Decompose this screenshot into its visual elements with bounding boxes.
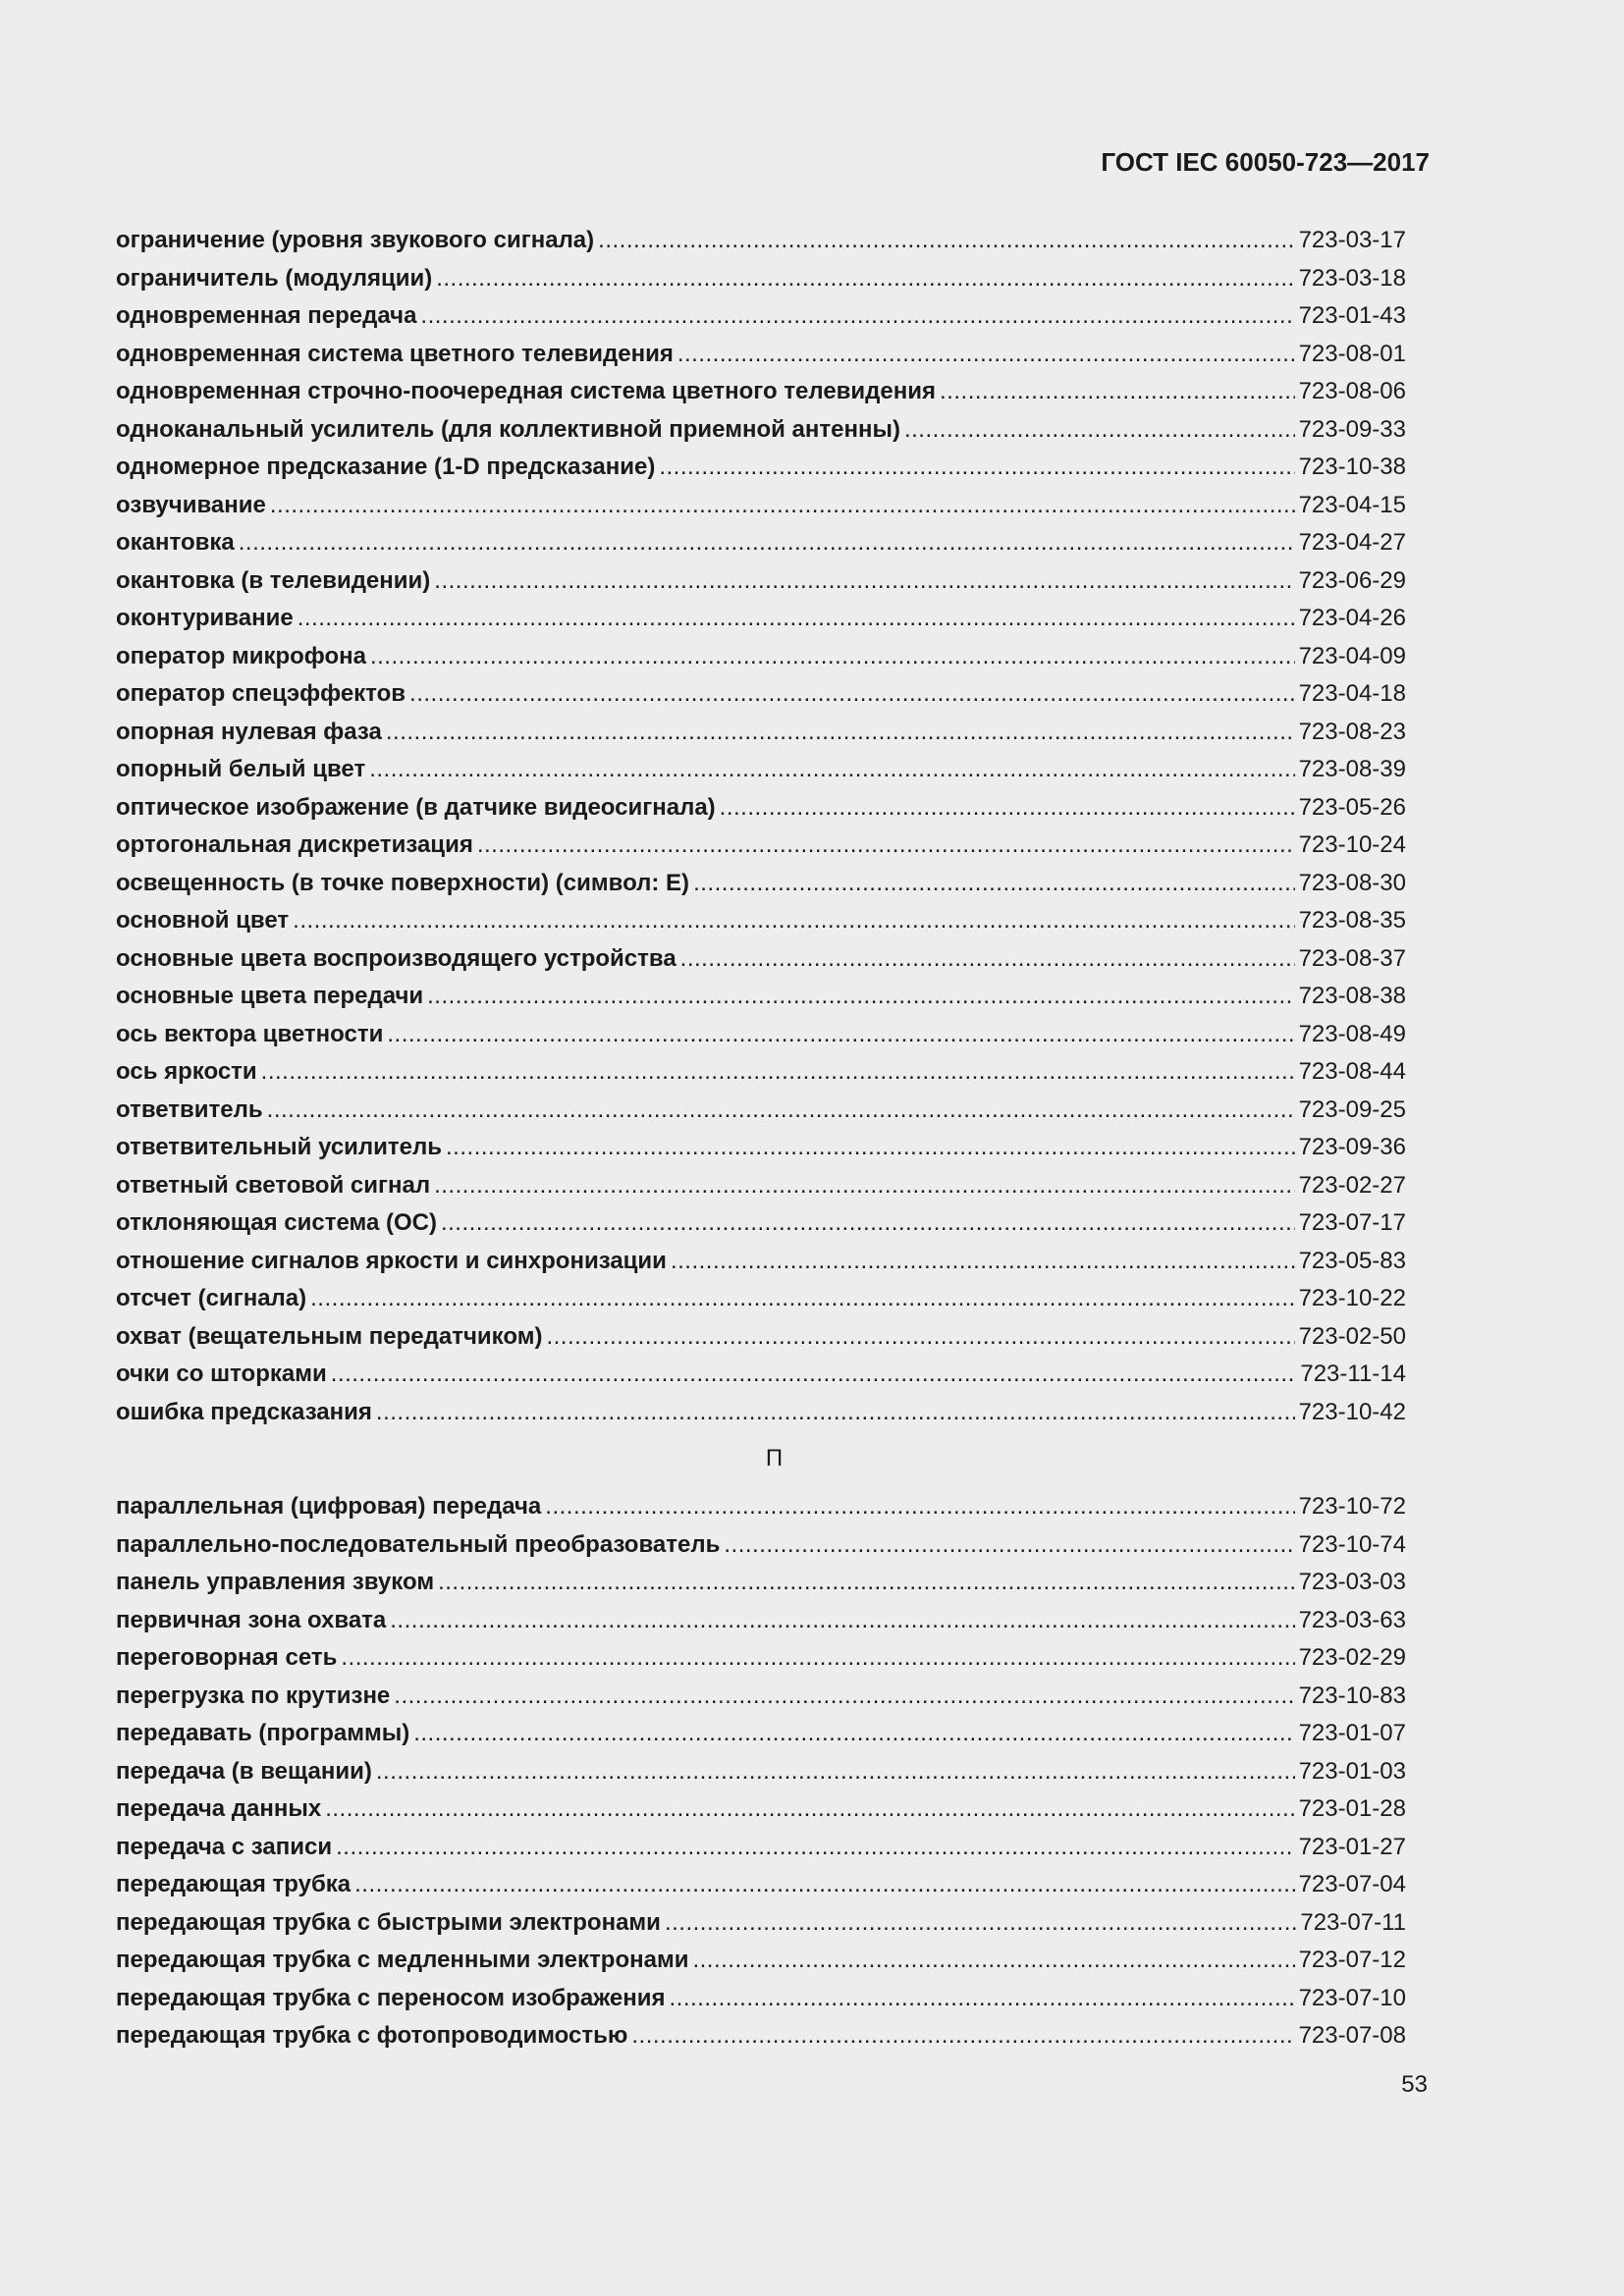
dot-leader xyxy=(438,1564,1295,1602)
dot-leader xyxy=(720,789,1295,828)
index-ref: 723-04-15 xyxy=(1298,491,1406,518)
index-term: параллельно-последовательный преобразователь xyxy=(116,1530,721,1558)
dot-leader xyxy=(671,1243,1295,1281)
index-entry xyxy=(116,1488,1406,1526)
index-ref: 723-01-28 xyxy=(1298,1795,1406,1822)
index-term: ответвительный усилитель xyxy=(116,1134,443,1160)
index-ref: 723-03-63 xyxy=(1298,1606,1406,1633)
dot-leader xyxy=(420,297,1294,336)
index-ref: 723-04-18 xyxy=(1298,680,1406,707)
index-ref: 723-01-03 xyxy=(1298,1757,1406,1785)
index-term: отношение сигналов яркости и синхронизации xyxy=(116,1247,667,1274)
dot-leader xyxy=(441,1204,1295,1243)
index-ref: 723-07-10 xyxy=(1298,1984,1406,2011)
dot-leader xyxy=(631,2017,1294,2056)
index-term: освещенность (в точке поверхности) (символ: E) xyxy=(116,869,690,896)
index-entry xyxy=(116,1129,1406,1167)
index-entry xyxy=(116,1904,1406,1943)
index-entry xyxy=(116,260,1406,298)
index-ref: 723-09-36 xyxy=(1298,1134,1406,1160)
index-entry xyxy=(116,1318,1406,1357)
index-term: озвучивание xyxy=(116,491,266,518)
index-term: основные цвета воспроизводящего устройства xyxy=(116,944,677,972)
index-ref: 723-03-18 xyxy=(1298,264,1406,292)
index-term: оператор спецэффектов xyxy=(116,680,406,707)
dot-leader xyxy=(386,714,1295,752)
index-ref: 723-07-12 xyxy=(1298,1947,1406,1973)
index-entry xyxy=(116,1394,1406,1432)
index-term: переговорная сеть xyxy=(116,1644,338,1671)
index-entry xyxy=(116,1678,1406,1716)
dot-leader xyxy=(692,1942,1294,1980)
index-term: опорный белый цвет xyxy=(116,756,366,782)
index-entry xyxy=(116,336,1406,374)
index-ref: 723-08-39 xyxy=(1298,756,1406,782)
index-ref: 723-04-26 xyxy=(1298,605,1406,631)
index-term: окантовка xyxy=(116,529,235,556)
index-entry xyxy=(116,297,1406,336)
index-ref: 723-03-03 xyxy=(1298,1569,1406,1595)
index-ref: 723-05-26 xyxy=(1298,793,1406,821)
dot-leader xyxy=(546,1318,1294,1357)
dot-leader xyxy=(904,411,1295,450)
index-term: первичная зона охвата xyxy=(116,1606,387,1633)
index-term: передача с записи xyxy=(116,1833,333,1860)
dot-leader xyxy=(434,562,1294,601)
index-term: одновременная передача xyxy=(116,302,417,329)
index-entry xyxy=(116,2017,1406,2056)
dot-leader xyxy=(665,1904,1296,1943)
page-number: 53 xyxy=(1401,2071,1428,2098)
index-ref: 723-02-27 xyxy=(1298,1171,1406,1199)
dot-leader xyxy=(409,675,1295,714)
index-ref: 723-08-37 xyxy=(1298,944,1406,972)
index-ref: 723-01-07 xyxy=(1298,1720,1406,1746)
index-ref: 723-08-38 xyxy=(1298,983,1406,1009)
index-entry xyxy=(116,1753,1406,1791)
index-ref: 723-07-11 xyxy=(1300,1908,1406,1936)
dot-leader xyxy=(341,1639,1294,1678)
dot-leader xyxy=(677,336,1295,374)
index-term: передающая трубка с быстрыми электронами xyxy=(116,1908,661,1936)
index-entry xyxy=(116,1715,1406,1753)
index-ref: 723-08-06 xyxy=(1298,378,1406,404)
index-ref: 723-03-17 xyxy=(1298,227,1406,253)
dot-leader xyxy=(325,1790,1294,1829)
index-ref: 723-09-33 xyxy=(1298,415,1406,443)
index-ref: 723-08-30 xyxy=(1298,869,1406,896)
dot-leader xyxy=(693,865,1295,903)
dot-leader xyxy=(545,1488,1294,1526)
index-ref: 723-02-29 xyxy=(1298,1644,1406,1671)
index-ref: 723-10-74 xyxy=(1298,1530,1406,1558)
index-entry xyxy=(116,1280,1406,1318)
index-entry xyxy=(116,789,1406,828)
index-entry xyxy=(116,1866,1406,1904)
index-list-p xyxy=(116,1488,1406,2056)
dot-leader xyxy=(376,1753,1295,1791)
index-term: ответвитель xyxy=(116,1095,263,1123)
index-entry xyxy=(116,562,1406,601)
index-term: опорная нулевая фаза xyxy=(116,718,382,745)
index-term: панель управления звуком xyxy=(116,1569,435,1595)
index-entry xyxy=(116,487,1406,525)
index-entry xyxy=(116,827,1406,865)
dot-leader xyxy=(680,940,1295,979)
index-ref: 723-10-24 xyxy=(1298,831,1406,858)
index-term: одновременная система цветного телевидения xyxy=(116,340,674,367)
index-entry xyxy=(116,1639,1406,1678)
index-entry xyxy=(116,1564,1406,1602)
index-entry xyxy=(116,1526,1406,1565)
dot-leader xyxy=(670,1980,1295,2018)
dot-leader xyxy=(261,1053,1295,1092)
dot-leader xyxy=(436,260,1294,298)
index-term: оператор микрофона xyxy=(116,642,366,669)
index-term: основные цвета передачи xyxy=(116,983,424,1009)
index-term: одновременная строчно-поочередная система цветного телевидения xyxy=(116,378,937,404)
index-entry xyxy=(116,902,1406,940)
index-term: передача данных xyxy=(116,1795,322,1822)
index-entry xyxy=(116,1980,1406,2018)
dot-leader xyxy=(446,1129,1295,1167)
dot-leader xyxy=(659,449,1294,487)
index-term: окантовка (в телевидении) xyxy=(116,566,431,594)
index-ref: 723-10-72 xyxy=(1298,1493,1406,1520)
index-ref: 723-05-83 xyxy=(1298,1247,1406,1274)
index-entry xyxy=(116,751,1406,789)
index-term: перегрузка по крутизне xyxy=(116,1682,391,1709)
index-ref: 723-08-35 xyxy=(1298,907,1406,934)
dot-leader xyxy=(369,751,1294,789)
index-term: охват (вещательным передатчиком) xyxy=(116,1322,543,1350)
index-entry xyxy=(116,411,1406,450)
index-ref: 723-10-22 xyxy=(1298,1285,1406,1311)
index-entry xyxy=(116,675,1406,714)
index-term: оконтуривание xyxy=(116,605,294,631)
index-entry xyxy=(116,600,1406,638)
index-term: передавать (программы) xyxy=(116,1720,410,1746)
index-entry xyxy=(116,1092,1406,1130)
index-entry xyxy=(116,714,1406,752)
index-term: параллельная (цифровая) передача xyxy=(116,1493,542,1520)
dot-leader xyxy=(267,1092,1295,1130)
document-header: ГОСТ IEC 60050-723—2017 xyxy=(1101,147,1430,177)
index-term: передача (в вещании) xyxy=(116,1757,372,1785)
index-ref: 723-01-27 xyxy=(1298,1833,1406,1860)
index-ref: 723-08-49 xyxy=(1298,1020,1406,1047)
index-entry xyxy=(116,373,1406,411)
index-entry xyxy=(116,638,1406,676)
index-ref: 723-10-38 xyxy=(1298,454,1406,480)
dot-leader xyxy=(354,1866,1294,1904)
dot-leader xyxy=(394,1678,1294,1716)
index-entry xyxy=(116,1204,1406,1243)
dot-leader xyxy=(598,222,1294,260)
index-entry xyxy=(116,865,1406,903)
index-ref: 723-07-04 xyxy=(1298,1871,1406,1897)
index-term: ось яркости xyxy=(116,1058,257,1085)
index-term: оптическое изображение (в датчике видеосигнала) xyxy=(116,793,716,821)
dot-leader xyxy=(270,487,1295,525)
index-term: ось вектора цветности xyxy=(116,1020,384,1047)
index-term: ответный световой сигнал xyxy=(116,1171,431,1199)
index-entry xyxy=(116,222,1406,260)
index-ref: 723-07-17 xyxy=(1298,1209,1406,1236)
index-term: передающая трубка xyxy=(116,1871,352,1897)
index-term: ошибка предсказания xyxy=(116,1398,372,1425)
index-term: ортогональная дискретизация xyxy=(116,831,473,858)
index-entry xyxy=(116,449,1406,487)
dot-leader xyxy=(427,978,1294,1016)
index-ref: 723-11-14 xyxy=(1300,1361,1406,1387)
index-term: ограничитель (модуляции) xyxy=(116,264,433,292)
index-entry xyxy=(116,1167,1406,1205)
index-entry xyxy=(116,1356,1406,1394)
index-entry xyxy=(116,524,1406,562)
index-entry xyxy=(116,1790,1406,1829)
index-entry xyxy=(116,1942,1406,1980)
dot-leader xyxy=(336,1829,1294,1867)
index-entry xyxy=(116,1602,1406,1640)
index-term: очки со шторками xyxy=(116,1361,327,1387)
index-ref: 723-02-50 xyxy=(1298,1322,1406,1350)
dot-leader xyxy=(390,1602,1294,1640)
section-letter: П xyxy=(765,1445,784,1471)
index-list-o xyxy=(116,222,1406,1431)
index-ref: 723-10-83 xyxy=(1298,1682,1406,1709)
index-term: отсчет (сигнала) xyxy=(116,1285,307,1311)
index-term: передающая трубка с медленными электронами xyxy=(116,1947,689,1973)
index-ref: 723-09-25 xyxy=(1298,1095,1406,1123)
index-ref: 723-01-43 xyxy=(1298,302,1406,329)
index-ref: 723-08-01 xyxy=(1298,340,1406,367)
index-entry xyxy=(116,1016,1406,1054)
index-term: передающая трубка с фотопроводимостью xyxy=(116,2022,628,2049)
index-term: отклоняющая система (ОС) xyxy=(116,1209,437,1236)
dot-leader xyxy=(293,902,1294,940)
dot-leader xyxy=(724,1526,1294,1565)
index-entry xyxy=(116,940,1406,979)
index-entry xyxy=(116,1243,1406,1281)
dot-leader xyxy=(413,1715,1294,1753)
index-ref: 723-04-09 xyxy=(1298,642,1406,669)
index-ref: 723-08-23 xyxy=(1298,718,1406,745)
index-entry xyxy=(116,1829,1406,1867)
dot-leader xyxy=(310,1280,1294,1318)
dot-leader xyxy=(239,524,1295,562)
dot-leader xyxy=(387,1016,1294,1054)
index-entry xyxy=(116,1053,1406,1092)
index-ref: 723-08-44 xyxy=(1298,1058,1406,1085)
index-ref: 723-07-08 xyxy=(1298,2022,1406,2049)
index-term: одномерное предсказание (1-D предсказание) xyxy=(116,454,656,480)
index-term: основной цвет xyxy=(116,907,290,934)
index-ref: 723-10-42 xyxy=(1298,1398,1406,1425)
dot-leader xyxy=(370,638,1295,676)
index-ref: 723-06-29 xyxy=(1298,566,1406,594)
dot-leader xyxy=(940,373,1295,411)
dot-leader xyxy=(331,1356,1297,1394)
index-term: ограничение (уровня звукового сигнала) xyxy=(116,227,595,253)
dot-leader xyxy=(477,827,1295,865)
index-term: передающая трубка с переносом изображения xyxy=(116,1984,666,2011)
dot-leader xyxy=(376,1394,1295,1432)
index-ref: 723-04-27 xyxy=(1298,529,1406,556)
index-entry xyxy=(116,978,1406,1016)
dot-leader xyxy=(434,1167,1295,1205)
index-term: одноканальный усилитель (для коллективной приемной антенны) xyxy=(116,415,900,443)
dot-leader xyxy=(298,600,1295,638)
